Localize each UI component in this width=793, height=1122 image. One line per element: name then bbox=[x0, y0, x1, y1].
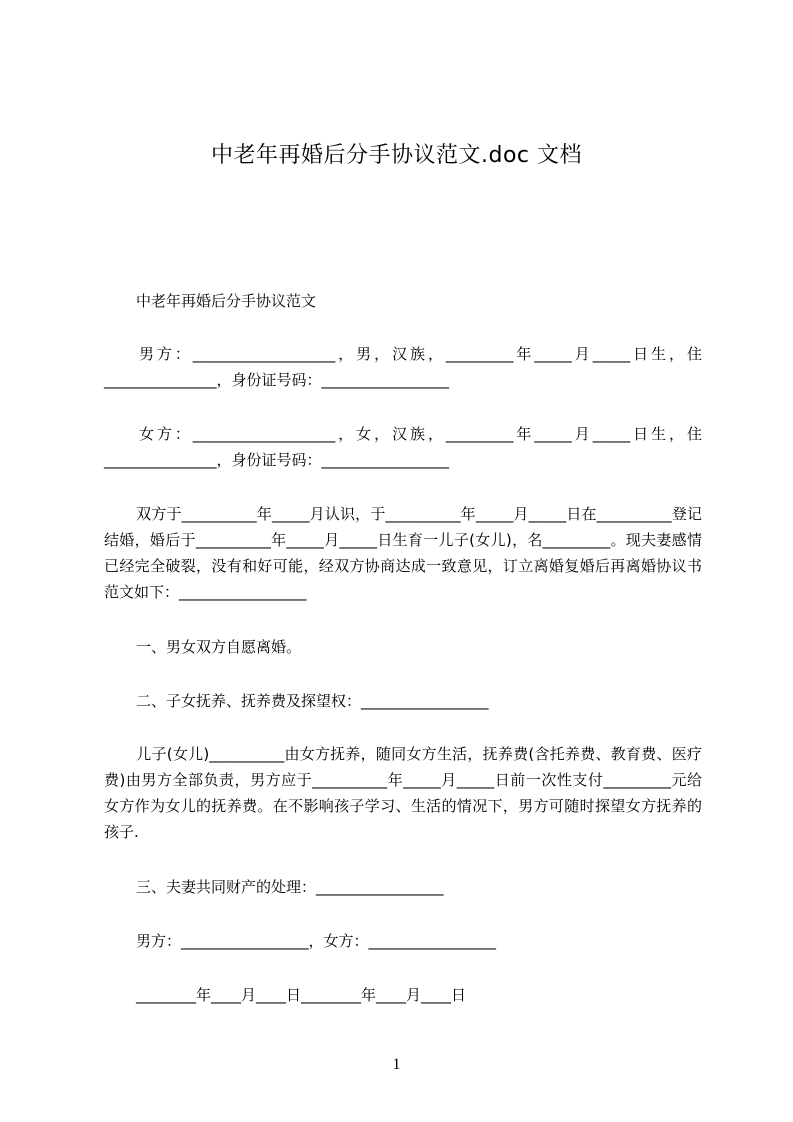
paragraph-male-party bbox=[104, 341, 702, 393]
paragraph-text: 儿子(女儿)__________由女方抚养，随同女方生活，抚养费(含托养费、教育费、医疗费)由男方全部负责，男方应于__________年_____月_____日前一次性支付_________元给女方作为女儿的抚养费。在不影响孩子学习、生活的情况下，男方可随时探望女方抚养的孩子. bbox=[104, 745, 702, 841]
paragraph-clause-3 bbox=[104, 874, 702, 900]
paragraph-signatures bbox=[104, 928, 702, 954]
paragraph-heading bbox=[104, 288, 702, 314]
paragraph-text: 中老年再婚后分手协议范文 bbox=[136, 292, 317, 310]
paragraph-female-party bbox=[104, 421, 702, 473]
paragraph-background bbox=[104, 501, 702, 605]
paragraph-text: 男方：_________________，女方：_________________ bbox=[136, 932, 497, 950]
paragraph-child-support bbox=[104, 741, 702, 845]
paragraph-dates bbox=[104, 982, 702, 1008]
paragraph-text: 女方：___________________，女，汉族，_________年_____月_____日生，住_______________，身份证号码：_________________ bbox=[104, 425, 702, 469]
paragraph-clause-1 bbox=[104, 634, 702, 660]
paragraph-text: 三、夫妻共同财产的处理：_________________ bbox=[136, 878, 444, 896]
page-number: 1 bbox=[392, 1056, 401, 1073]
paragraph-text: 一、男女双方自愿离婚。 bbox=[136, 638, 302, 656]
paragraph-text: 二、子女抚养、抚养费及探望权：_________________ bbox=[136, 692, 489, 710]
paragraph-text: 男方：___________________，男，汉族，_________年_____月_____日生，住_______________，身份证号码：_________________ bbox=[104, 345, 702, 389]
paragraph-text: ________年____月____日________年____月____日 bbox=[136, 986, 467, 1004]
paragraph-clause-2 bbox=[104, 688, 702, 714]
document-title: 中老年再婚后分手协议范文.doc 文档 bbox=[210, 143, 582, 168]
paragraph-text: 双方于__________年_____月认识，于__________年_____月_____日在__________登记结婚，婚后于__________年_____月_____日生育一儿子(女儿)，名_________。现夫妻感情已经完全破裂，没有和好可能，经双方协商达成一致意见，订立离婚复婚后再离婚协议书范文如下：_________________ bbox=[104, 505, 702, 601]
